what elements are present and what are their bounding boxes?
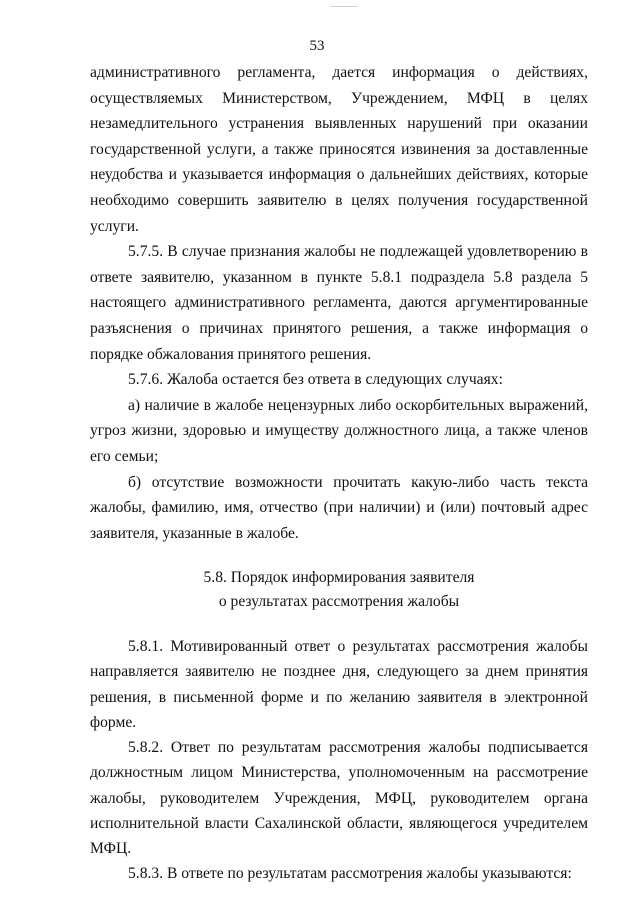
paragraph-5-8-1: 5.8.1. Мотивированный ответ о результатах рассмотрения жалобы направляется заявителю не позднее дня, следующего за днем принятия решения, в письменной форме и по желанию заявителя в электронной форме. (90, 638, 588, 731)
paragraph-5-8-2: 5.8.2. Ответ по результатам рассмотрения жалобы подписывается должностным лицом Министерства, уполномоченным на рассмотрение жалобы, руководителем Учреждения, МФЦ, руководителем органа исполнительной власти Сахалинской области, являющегося учредителем МФЦ. (90, 739, 588, 857)
section-heading-line-1: 5.8. Порядок информирования заявителя (203, 569, 475, 587)
paragraph-5-7-5: 5.7.5. В случае признания жалобы не подлежащей удовлетворению в ответе заявителю, указанном в пункте 5.8.1 подраздела 5.8 раздела 5 настоящего административного регламента, даются аргументированные разъяснения о причинах принятого решения, а также информация о порядке обжалования принятого решения. (90, 243, 588, 363)
section-heading-line-2: о результатах рассмотрения жалобы (218, 593, 460, 611)
paragraph-continuation: административного регламента, дается информация о действиях, осуществляемых Министерством, Учреждением, МФЦ в целях незамедлительного устранения выявленных нарушений при оказании государственной услуги, а также приносятся извинения за доставленные неудобства и указывается информация о дальнейших действиях, которые необходимо совершить заявителю в целях получения государственной услуги. (90, 64, 588, 235)
list-item-a: а) наличие в жалобе нецензурных либо оскорбительных выражений, угроз жизни, здоровью и имуществу должностного лица, а также членов его семьи; (90, 396, 588, 465)
section-heading-5-8 (90, 566, 588, 614)
scan-artifact (330, 6, 358, 7)
paragraph-5-7-6: 5.7.6. Жалоба остается без ответа в следующих случаях: (128, 371, 503, 389)
page-number: 53 (309, 38, 325, 54)
list-item-b: б) отсутствие возможности прочитать какую-либо часть текста жалобы, фамилию, имя, отчество (при наличии) и (или) почтовый адрес заявителя, указанные в жалобе. (90, 473, 588, 542)
paragraph-5-8-3: 5.8.3. В ответе по результатам рассмотрения жалобы указываются: (128, 865, 572, 883)
document-body (90, 60, 588, 886)
